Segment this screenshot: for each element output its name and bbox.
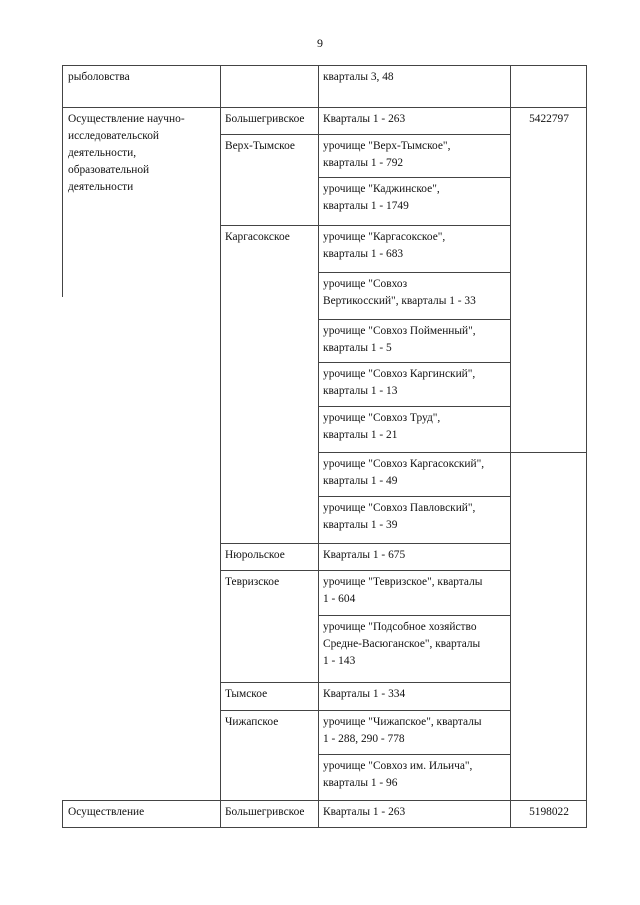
cell-line: Чижапское — [225, 716, 279, 728]
table-rule — [318, 800, 510, 801]
table-rule — [318, 543, 510, 544]
table-rule — [510, 452, 587, 453]
cell-line: кварталы 1 - 49 — [323, 475, 398, 487]
table-rule — [318, 710, 510, 711]
table-rule — [62, 107, 220, 108]
table-cell-c3 — [323, 500, 475, 534]
table-rule — [220, 65, 221, 827]
table-cell-c2 — [225, 111, 304, 128]
table-rule — [318, 362, 510, 363]
table-cell-c2 — [225, 686, 267, 703]
table-rule — [220, 65, 318, 66]
cell-line: урочище "Совхоз Каргасокский", — [323, 458, 485, 470]
table-rule — [318, 65, 319, 827]
table-rule — [510, 107, 587, 108]
table-cell-c1 — [68, 69, 130, 86]
table-rule — [318, 827, 510, 828]
cell-line: Каргасокское — [225, 231, 290, 243]
table-cell-c3 — [323, 69, 394, 86]
cell-line: кварталы 1 - 5 — [323, 342, 392, 354]
table-cell-c2 — [225, 229, 290, 246]
cell-line: Тевризское — [225, 576, 280, 588]
table-rule — [318, 225, 510, 226]
table-rule — [220, 570, 318, 571]
table-cell-c2 — [225, 547, 285, 564]
table-rule — [318, 682, 510, 683]
table-rule — [318, 496, 510, 497]
table-rule — [220, 225, 318, 226]
forest-use-table — [62, 65, 586, 827]
table-cell-c3 — [323, 138, 450, 172]
cell-line: деятельности, — [68, 147, 137, 159]
cell-line: Вертикосский", кварталы 1 - 33 — [323, 295, 476, 307]
table-rule — [510, 827, 587, 828]
table-rule — [62, 800, 220, 801]
cell-line: исследовательской — [68, 130, 159, 142]
cell-line: кварталы 1 - 39 — [323, 519, 398, 531]
cell-line: урочище "Совхоз Павловский", — [323, 502, 476, 514]
cell-line: урочище "Каджинское", — [323, 183, 440, 195]
cell-line: кварталы 1 - 792 — [323, 157, 404, 169]
table-rule — [318, 134, 510, 135]
table-rule — [62, 65, 220, 66]
table-rule — [220, 682, 318, 683]
cell-line: Кварталы 1 - 334 — [323, 688, 406, 700]
cell-line: 5422797 — [529, 113, 569, 125]
table-rule — [510, 65, 511, 827]
cell-line: урочище "Совхоз Пойменный", — [323, 325, 476, 337]
table-cell-c3 — [323, 456, 484, 490]
cell-line: урочище "Совхоз — [323, 278, 408, 290]
cell-line: рыболовства — [68, 71, 130, 83]
table-rule — [510, 800, 587, 801]
table-cell-c3 — [323, 547, 405, 564]
cell-line: Кварталы 1 - 263 — [323, 113, 406, 125]
cell-line: урочище "Каргасокское", — [323, 231, 446, 243]
table-cell-c4 — [512, 111, 586, 128]
cell-line: кварталы 1 - 21 — [323, 429, 398, 441]
table-rule — [220, 827, 318, 828]
cell-line: кварталы 3, 48 — [323, 71, 394, 83]
cell-line: кварталы 1 - 1749 — [323, 200, 409, 212]
table-rule — [220, 800, 318, 801]
cell-line: кварталы 1 - 13 — [323, 385, 398, 397]
cell-line: урочище "Совхоз Каргинский", — [323, 368, 476, 380]
cell-line: Кварталы 1 - 263 — [323, 806, 406, 818]
cell-line: Большегривское — [225, 113, 305, 125]
table-cell-c2 — [225, 804, 304, 821]
cell-line: образовательной — [68, 164, 150, 176]
cell-line: 1 - 143 — [323, 655, 356, 667]
cell-line: 1 - 604 — [323, 593, 356, 605]
table-cell-c3 — [323, 686, 405, 703]
cell-line: урочище "Подсобное хозяйство — [323, 621, 477, 633]
cell-line: урочище "Тевризское", кварталы — [323, 576, 483, 588]
cell-line: Кварталы 1 - 675 — [323, 549, 406, 561]
cell-line: урочище "Чижапское", кварталы — [323, 716, 482, 728]
cell-line: 1 - 288, 290 - 778 — [323, 733, 405, 745]
cell-line: Осуществление — [68, 806, 145, 818]
table-rule — [62, 827, 220, 828]
table-cell-c3 — [323, 181, 440, 215]
cell-line: Средне-Васюганское", кварталы — [323, 638, 481, 650]
table-rule — [510, 65, 587, 66]
table-cell-c3 — [323, 714, 482, 748]
table-rule — [318, 615, 510, 616]
table-rule — [318, 406, 510, 407]
cell-line: Тымское — [225, 688, 268, 700]
cell-line: кварталы 1 - 96 — [323, 777, 398, 789]
table-rule — [318, 319, 510, 320]
table-cell-c3 — [323, 410, 440, 444]
table-rule — [318, 272, 510, 273]
cell-line: урочище "Совхоз Труд", — [323, 412, 441, 424]
table-cell-c3 — [323, 619, 480, 670]
cell-line: Большегривское — [225, 806, 305, 818]
table-cell-c1 — [68, 804, 144, 821]
table-rule — [318, 107, 510, 108]
table-rule — [318, 177, 510, 178]
table-rule — [318, 65, 510, 66]
table-rule — [318, 452, 510, 453]
cell-line: Верх-Тымское — [225, 140, 295, 152]
table-cell-c3 — [323, 758, 472, 792]
page-number: 9 — [317, 36, 323, 50]
table-rule — [318, 754, 510, 755]
table-cell-c2 — [225, 714, 278, 731]
table-cell-c2 — [225, 138, 295, 155]
table-rule — [220, 543, 318, 544]
table-cell-c3 — [323, 323, 476, 357]
table-cell-c3 — [323, 804, 405, 821]
table-cell-c3 — [323, 574, 482, 608]
table-rule — [586, 65, 587, 828]
table-cell-c1 — [68, 111, 185, 196]
table-cell-c3 — [323, 276, 476, 310]
cell-line: Нюрольское — [225, 549, 285, 561]
cell-line: кварталы 1 - 683 — [323, 248, 404, 260]
cell-line: урочище "Верх-Тымское", — [323, 140, 451, 152]
table-rule — [220, 710, 318, 711]
cell-line: 5198022 — [529, 806, 569, 818]
table-cell-c4 — [512, 804, 586, 821]
table-rule — [318, 570, 510, 571]
table-rule — [62, 800, 63, 827]
cell-line: Осуществление научно- — [68, 113, 185, 125]
table-cell-c3 — [323, 111, 405, 128]
table-cell-c2 — [225, 574, 279, 591]
table-rule — [220, 107, 318, 108]
table-rule — [62, 65, 63, 297]
cell-line: деятельности — [68, 181, 134, 193]
table-cell-c3 — [323, 366, 475, 400]
table-rule — [220, 134, 318, 135]
cell-line: урочище "Совхоз им. Ильича", — [323, 760, 473, 772]
table-cell-c3 — [323, 229, 445, 263]
